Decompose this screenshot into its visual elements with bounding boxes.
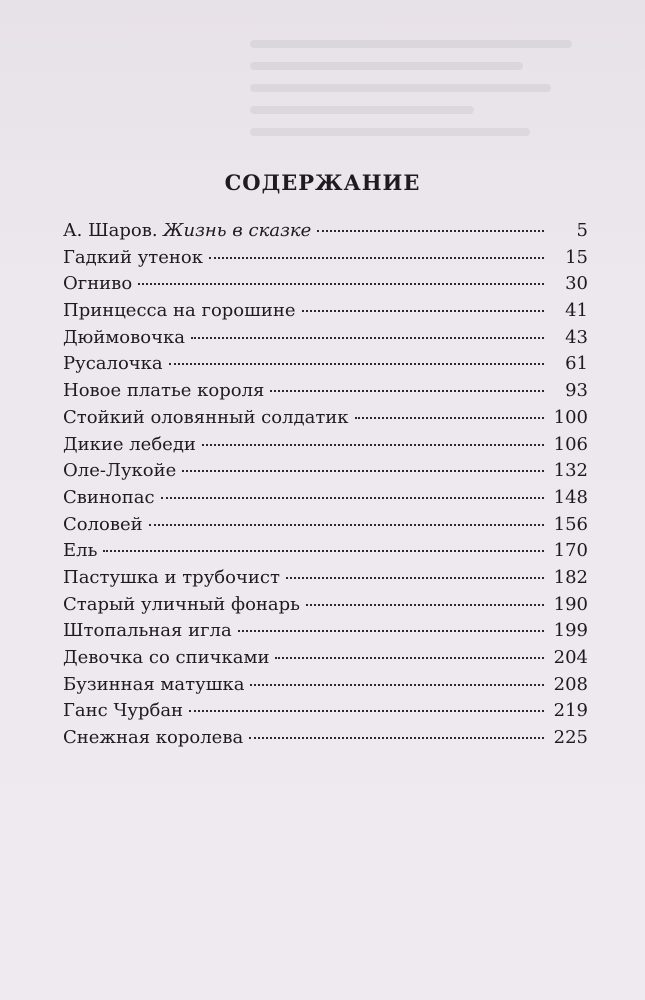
entry-title: Гадкий утенок bbox=[63, 246, 203, 268]
dot-leader bbox=[103, 550, 544, 552]
toc-entry[interactable] bbox=[63, 567, 588, 594]
page-title: СОДЕРЖАНИЕ bbox=[224, 170, 421, 195]
dot-leader bbox=[161, 497, 544, 499]
toc-entry[interactable] bbox=[63, 327, 588, 354]
dot-leader bbox=[189, 710, 544, 712]
toc-entry[interactable] bbox=[63, 220, 588, 247]
entry-title-text: Жизнь в сказке bbox=[163, 220, 312, 241]
page-number: 182 bbox=[553, 566, 588, 588]
entry-title: Принцесса на горошине bbox=[63, 300, 296, 322]
toc-entry[interactable] bbox=[63, 247, 588, 274]
page-number: 156 bbox=[553, 513, 588, 535]
entry-title: Новое платье короля bbox=[63, 380, 265, 402]
entry-title: Стойкий оловянный солдатик bbox=[63, 406, 349, 428]
dot-leader bbox=[275, 657, 544, 659]
entry-title: Девочка со спичками bbox=[63, 647, 270, 668]
page-number: 199 bbox=[553, 620, 588, 642]
bleed-through-text bbox=[250, 40, 600, 190]
entry-title: Дюймовочка bbox=[63, 326, 185, 348]
toc-entry[interactable] bbox=[63, 300, 588, 327]
toc-entry[interactable] bbox=[63, 380, 588, 407]
page-number: 132 bbox=[553, 460, 588, 482]
dot-leader bbox=[191, 337, 544, 339]
dot-leader bbox=[270, 390, 544, 392]
dot-leader bbox=[250, 684, 544, 686]
dot-leader bbox=[209, 257, 544, 259]
dot-leader bbox=[249, 737, 544, 739]
entry-author: А. Шаров. bbox=[63, 220, 164, 241]
entry-title: Снежная королева bbox=[63, 727, 244, 749]
entry-title: Ель bbox=[63, 540, 98, 562]
entry-title: Старый уличный фонарь bbox=[63, 593, 300, 615]
entry-title: Свинопас bbox=[63, 486, 155, 508]
toc-entry[interactable] bbox=[63, 700, 588, 727]
page-number: 219 bbox=[553, 700, 588, 722]
toc-entry[interactable] bbox=[63, 620, 588, 647]
page-number: 30 bbox=[565, 273, 588, 295]
toc-entry[interactable] bbox=[63, 540, 588, 567]
page-number: 43 bbox=[565, 326, 588, 348]
page-number: 41 bbox=[565, 300, 588, 322]
dot-leader bbox=[202, 444, 544, 446]
dot-leader bbox=[138, 283, 544, 285]
page-number: 5 bbox=[576, 220, 588, 241]
page-number: 148 bbox=[553, 486, 588, 508]
toc-entry[interactable] bbox=[63, 674, 588, 701]
toc-entry[interactable] bbox=[63, 434, 588, 461]
entry-title: Штопальная игла bbox=[63, 620, 232, 642]
toc-entry[interactable] bbox=[63, 647, 588, 674]
dot-leader bbox=[238, 630, 544, 632]
page-number: 106 bbox=[553, 433, 588, 455]
entry-title: Ганс Чурбан bbox=[63, 700, 184, 722]
page-number: 100 bbox=[553, 406, 588, 428]
page-number: 61 bbox=[565, 353, 588, 375]
entry-title: Огниво bbox=[63, 273, 133, 295]
page-number: 93 bbox=[565, 380, 588, 402]
toc-entry[interactable] bbox=[63, 487, 588, 514]
toc-entry[interactable] bbox=[63, 460, 588, 487]
page-number: 208 bbox=[553, 673, 588, 695]
dot-leader bbox=[355, 417, 544, 419]
table-of-contents bbox=[63, 220, 588, 754]
entry-title: Бузинная матушка bbox=[63, 673, 245, 695]
toc-entry[interactable] bbox=[63, 407, 588, 434]
dot-leader bbox=[306, 604, 544, 606]
dot-leader bbox=[286, 577, 544, 579]
page-number: 190 bbox=[553, 593, 588, 615]
toc-entry[interactable] bbox=[63, 353, 588, 380]
page-number: 15 bbox=[565, 246, 588, 268]
page-number: 204 bbox=[553, 647, 588, 668]
dot-leader bbox=[169, 363, 544, 365]
dot-leader bbox=[302, 310, 544, 312]
toc-entry[interactable] bbox=[63, 727, 588, 754]
toc-entry[interactable] bbox=[63, 514, 588, 541]
dot-leader bbox=[149, 524, 544, 526]
entry-title: Оле-Лукойе bbox=[63, 460, 177, 482]
toc-entry[interactable] bbox=[63, 594, 588, 621]
entry-title: Дикие лебеди bbox=[63, 433, 196, 455]
dot-leader bbox=[317, 230, 544, 232]
toc-entry[interactable] bbox=[63, 273, 588, 300]
dot-leader bbox=[182, 470, 544, 472]
page-number: 225 bbox=[553, 727, 588, 749]
entry-title: Пастушка и трубочист bbox=[63, 566, 280, 588]
page-number: 170 bbox=[553, 540, 588, 562]
entry-title: Соловей bbox=[63, 513, 143, 535]
entry-title: Русалочка bbox=[63, 353, 163, 375]
entry-title bbox=[63, 220, 311, 241]
